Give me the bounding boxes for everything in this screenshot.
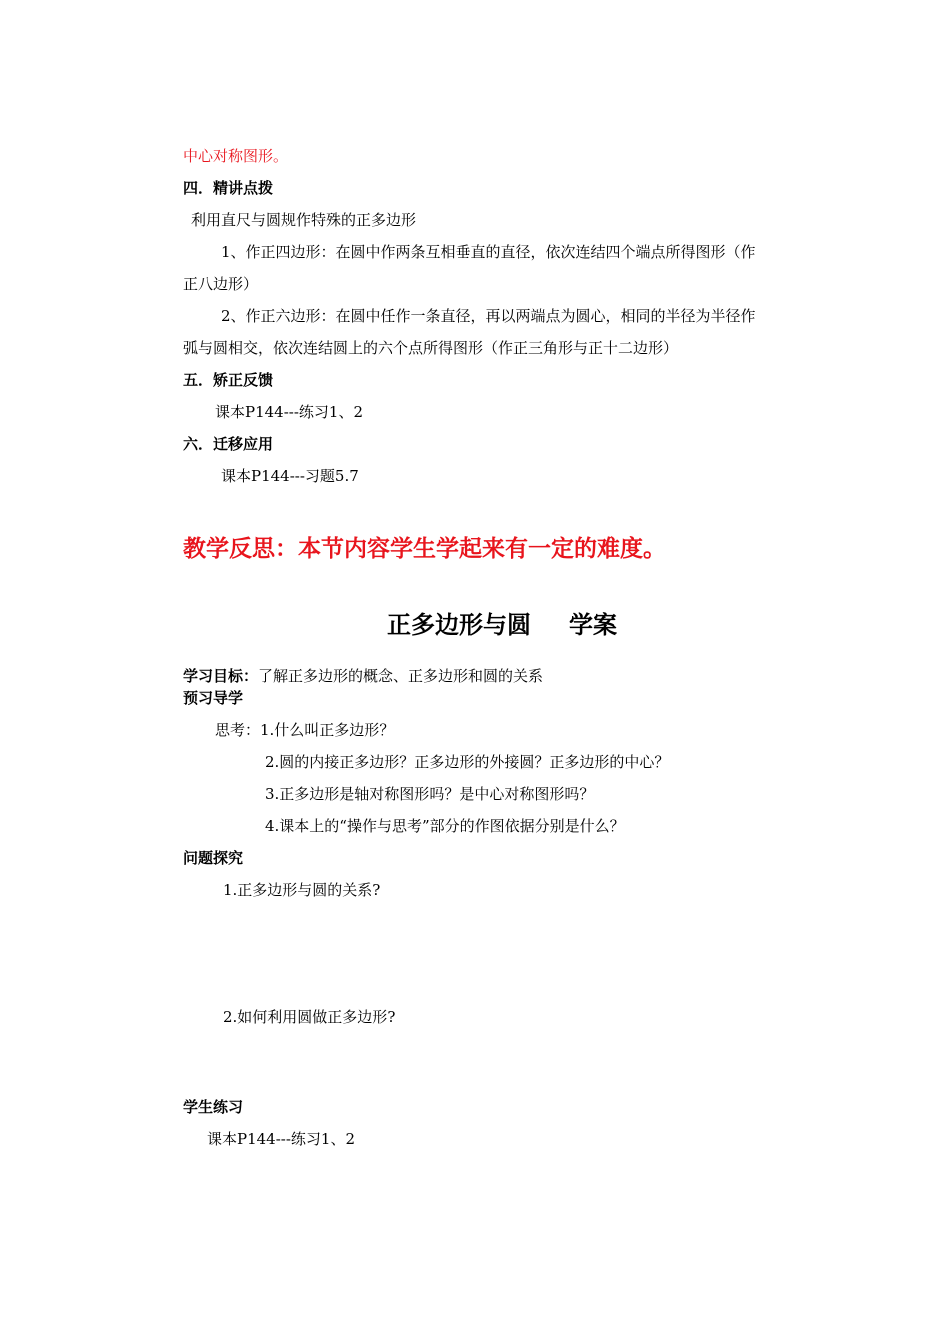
page-title-sub: 学案 <box>569 611 617 639</box>
page-title-main: 正多边形与圆 <box>387 611 531 639</box>
page-title <box>387 610 617 640</box>
text-line-center-symmetric: 中心对称图形。 <box>183 147 289 165</box>
learning-goal-label: 学习目标： <box>183 667 259 685</box>
section-heading-feedback: 五．矫正反馈 <box>183 371 274 389</box>
learning-goal <box>183 666 543 686</box>
learning-goal-text: 了解正多边形的概念、正多边形和圆的关系 <box>258 667 544 685</box>
explore-question-2: 2.如何利用圆做正多边形? <box>223 1008 396 1026</box>
preview-question-2: 2.圆的内接正多边形？正多边形的外接圆？正多边形的中心？ <box>265 753 670 771</box>
text-line-ruler-compass: 利用直尺与圆规作特殊的正多边形 <box>191 211 417 229</box>
text-line-textbook-exercise: 课本P144---练习1、2 <box>215 403 364 421</box>
teaching-reflection: 教学反思：本节内容学生学起来有一定的难度。 <box>183 536 666 562</box>
section-heading-explain: 四．精讲点拨 <box>183 179 274 197</box>
text-line-hexagon-cont: 弧与圆相交，依次连结圆上的六个点所得图形（作正三角形与正十二边形） <box>183 339 679 357</box>
section-heading-apply: 六．迁移应用 <box>183 435 274 453</box>
preview-question-4: 4.课本上的“操作与思考”部分的作图依据分别是什么？ <box>265 817 625 835</box>
text-line-octagon: 正八边形） <box>183 275 259 293</box>
text-line-square-construction: 1、作正四边形：在圆中作两条互相垂直的直径，依次连结四个端点所得图形（作 <box>221 243 756 261</box>
section-heading-preview: 预习导学 <box>183 689 244 707</box>
section-heading-explore: 问题探究 <box>183 849 244 867</box>
text-line-hexagon-construction: 2、作正六边形：在圆中任作一条直径，再以两端点为圆心，相同的半径为半径作 <box>221 307 756 325</box>
section-heading-practice: 学生练习 <box>183 1098 244 1116</box>
preview-question-3: 3.正多边形是轴对称图形吗？是中心对称图形吗？ <box>265 785 595 803</box>
text-line-textbook-problem: 课本P144---习题5.7 <box>221 467 359 485</box>
explore-question-1: 1.正多边形与圆的关系? <box>223 881 381 899</box>
practice-text: 课本P144---练习1、2 <box>207 1130 356 1148</box>
preview-question-1: 思考：1.什么叫正多边形？ <box>215 721 395 739</box>
